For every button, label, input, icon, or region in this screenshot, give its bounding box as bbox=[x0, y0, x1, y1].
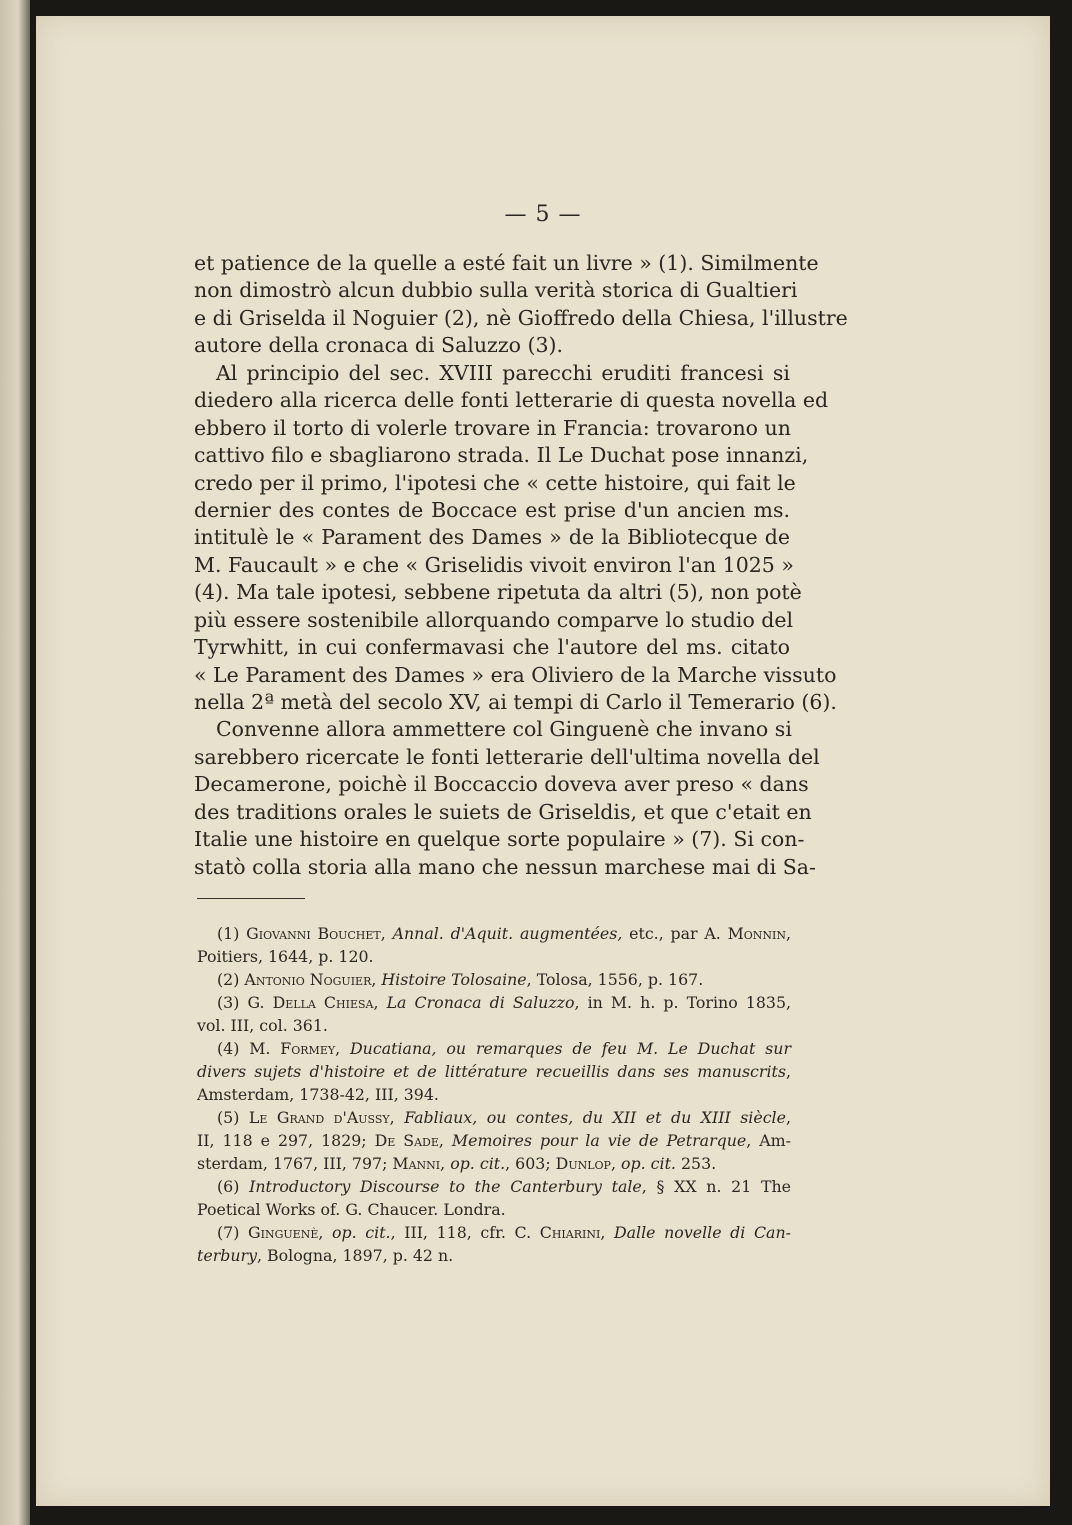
footnote-text: , Am- bbox=[746, 1131, 791, 1150]
work-title: Fabliaux, ou contes, du XII et du XIII siècle bbox=[404, 1108, 786, 1127]
body-line: Decamerone, poichè il Boccaccio doveva aver preso « dans bbox=[194, 772, 809, 797]
footnote-text: , bbox=[373, 993, 387, 1012]
work-title: Dalle novelle di Can- bbox=[613, 1223, 791, 1242]
author-name: Formey bbox=[280, 1039, 336, 1058]
work-title: Memoires pour la vie de Petrarque bbox=[451, 1131, 747, 1150]
work-title: op. cit. bbox=[332, 1223, 391, 1242]
footnote-text: , bbox=[438, 1131, 452, 1150]
body-line: cattivo filo e sbagliarono strada. Il Le Duchat pose innanzi, bbox=[194, 443, 809, 468]
footnote-line bbox=[197, 1060, 791, 1083]
footnote-line bbox=[197, 945, 791, 968]
footnotes bbox=[197, 922, 791, 1267]
body-line: ebbero il torto di volerle trovare in Francia: trovarono un bbox=[194, 415, 791, 440]
author-name: Dunlop bbox=[555, 1154, 611, 1173]
footnote-text: (7) bbox=[217, 1223, 249, 1242]
footnote-text: (4) M. bbox=[217, 1039, 281, 1058]
footnote-text: , § XX n. 21 The bbox=[641, 1177, 792, 1196]
page-number: — 5 — bbox=[504, 202, 582, 227]
footnote-text: , 603; bbox=[505, 1154, 556, 1173]
book-page bbox=[36, 16, 1050, 1506]
author-name: Della Chiesa bbox=[272, 993, 374, 1012]
footnote-line bbox=[197, 1244, 791, 1267]
footnote-text: 253. bbox=[675, 1154, 717, 1173]
work-title: op. cit. bbox=[450, 1154, 506, 1173]
footnote-text: etc., par A. bbox=[622, 924, 728, 943]
author-name: Manni bbox=[392, 1154, 441, 1173]
work-title: Annal. d'Aquit. augmentées, bbox=[392, 924, 623, 943]
body-line: (4). Ma tale ipotesi, sebbene ripetuta da altri (5), non potè bbox=[194, 580, 802, 605]
footnote-text: , bbox=[440, 1154, 451, 1173]
body-text bbox=[194, 250, 848, 881]
footnote-text: , bbox=[785, 1062, 791, 1081]
body-line: più essere sostenibile allorquando comparve lo studio del bbox=[194, 607, 794, 632]
footnote-text: , bbox=[371, 970, 382, 989]
footnote-text: (6) bbox=[217, 1177, 250, 1196]
body-line: diedero alla ricerca delle fonti letterarie di questa novella ed bbox=[194, 388, 829, 413]
body-line: M. Faucault » e che « Griselidis vivoit environ l'an 1025 » bbox=[194, 552, 794, 577]
footnote-text: , bbox=[335, 1039, 351, 1058]
footnote-text: , Bologna, 1897, p. 42 n. bbox=[257, 1246, 454, 1265]
footnote-text: (3) G. bbox=[217, 993, 273, 1012]
footnote-text: II, 118 e 297, 1829; bbox=[197, 1131, 375, 1150]
body-line: autore della cronaca di Saluzzo (3). bbox=[194, 333, 564, 358]
footnote-text: , in M. h. p. Torino 1835, bbox=[574, 993, 792, 1012]
footnote-text: , Tolosa, 1556, p. 167. bbox=[526, 970, 704, 989]
footnote-text: Poetical Works of. G. Chaucer. Londra. bbox=[197, 1200, 506, 1219]
work-title: La Cronaca di Saluzzo bbox=[386, 993, 575, 1012]
body-line: intitulè le « Parament des Dames » de la Bibliotecque de bbox=[194, 525, 790, 550]
author-name: Le Grand d'Aussy bbox=[248, 1108, 390, 1127]
work-title: Ducatiana, ou remarques de feu M. Le Duchat sur bbox=[350, 1039, 792, 1058]
footnote-text: , bbox=[380, 924, 393, 943]
footnote-line bbox=[197, 1037, 791, 1060]
author-name: Giovanni Bouchet bbox=[246, 924, 381, 943]
adjacent-page-edge bbox=[0, 0, 30, 1525]
body-line: des traditions orales le suiets de Griseldis, et que c'etait en bbox=[194, 799, 812, 824]
footnote-text: (1) bbox=[217, 924, 247, 943]
footnote-text: (2) bbox=[217, 970, 245, 989]
footnote-text: , bbox=[318, 1223, 333, 1242]
footnote-text: , bbox=[389, 1108, 405, 1127]
footnote-line bbox=[197, 968, 791, 991]
body-line: sarebbero ricercate le fonti letterarie dell'ultima novella del bbox=[194, 744, 820, 769]
work-title: op. cit. bbox=[621, 1154, 676, 1173]
footnote-text: , bbox=[600, 1223, 614, 1242]
footnote-text: (5) bbox=[217, 1108, 249, 1127]
body-line: et patience de la quelle a esté fait un livre » (1). Similmente bbox=[194, 251, 819, 275]
body-line: dernier des contes de Boccace est prise d'un ancien ms. bbox=[194, 497, 790, 522]
footnote-line bbox=[197, 1014, 791, 1037]
footnote-line bbox=[197, 1198, 791, 1221]
body-line: Al principio del sec. XVIII parecchi eruditi francesi si bbox=[216, 360, 790, 385]
author-name: Antonio Noguier bbox=[244, 970, 372, 989]
author-name: Monnin bbox=[727, 924, 786, 943]
body-line: Tyrwhitt, in cui confermavasi che l'autore del ms. citato bbox=[194, 635, 790, 660]
work-title: Histoire Tolosaine bbox=[381, 970, 527, 989]
author-name: Ginguenè bbox=[248, 1223, 319, 1242]
footnote-line bbox=[197, 1221, 791, 1244]
footnote-line bbox=[197, 1175, 791, 1198]
body-line: credo per il primo, l'ipotesi che « cette histoire, qui fait le bbox=[194, 470, 796, 495]
footnote-text: vol. III, col. 361. bbox=[197, 1016, 328, 1035]
body-line: « Le Parament des Dames » era Oliviero de la Marche vissuto bbox=[194, 662, 837, 687]
body-line: Convenne allora ammettere col Ginguenè che invano si bbox=[216, 717, 792, 742]
footnote-text: , bbox=[785, 1108, 791, 1127]
footnote-line bbox=[197, 991, 791, 1014]
work-title: Introductory Discourse to the Canterbury tale bbox=[249, 1177, 642, 1196]
footnote-line bbox=[197, 922, 791, 945]
footnote-line bbox=[197, 1129, 791, 1152]
work-title: terbury bbox=[197, 1246, 258, 1265]
footnote-line bbox=[197, 1083, 791, 1106]
footnote-text: , III, 118, cfr. C. bbox=[390, 1223, 540, 1242]
footnote-text: Poitiers, 1644, p. 120. bbox=[197, 947, 374, 966]
footnote-text: Amsterdam, 1738-42, III, 394. bbox=[197, 1085, 439, 1104]
body-line: non dimostrò alcun dubbio sulla verità storica di Gualtieri bbox=[194, 278, 798, 303]
footnote-text: , bbox=[785, 924, 792, 943]
body-line: Italie une histoire en quelque sorte populaire » (7). Si con- bbox=[194, 827, 805, 852]
footnote-separator bbox=[197, 898, 305, 899]
body-line: statò colla storia alla mano che nessun marchese mai di Sa- bbox=[194, 854, 816, 879]
footnote-text: , bbox=[610, 1154, 622, 1173]
body-line: nella 2ª metà del secolo XV, ai tempi di Carlo il Temerario (6). bbox=[194, 690, 837, 714]
author-name: Chiarini bbox=[539, 1223, 601, 1242]
body-line: e di Griselda il Noguier (2), nè Gioffredo della Chiesa, l'illustre bbox=[194, 305, 848, 330]
footnote-text: sterdam, 1767, III, 797; bbox=[197, 1154, 393, 1173]
footnote-line bbox=[197, 1106, 791, 1129]
footnote-line bbox=[197, 1152, 791, 1175]
author-name: De Sade bbox=[374, 1131, 439, 1150]
work-title: divers sujets d'histoire et de littérature recueillis dans ses manuscrits bbox=[197, 1062, 786, 1081]
